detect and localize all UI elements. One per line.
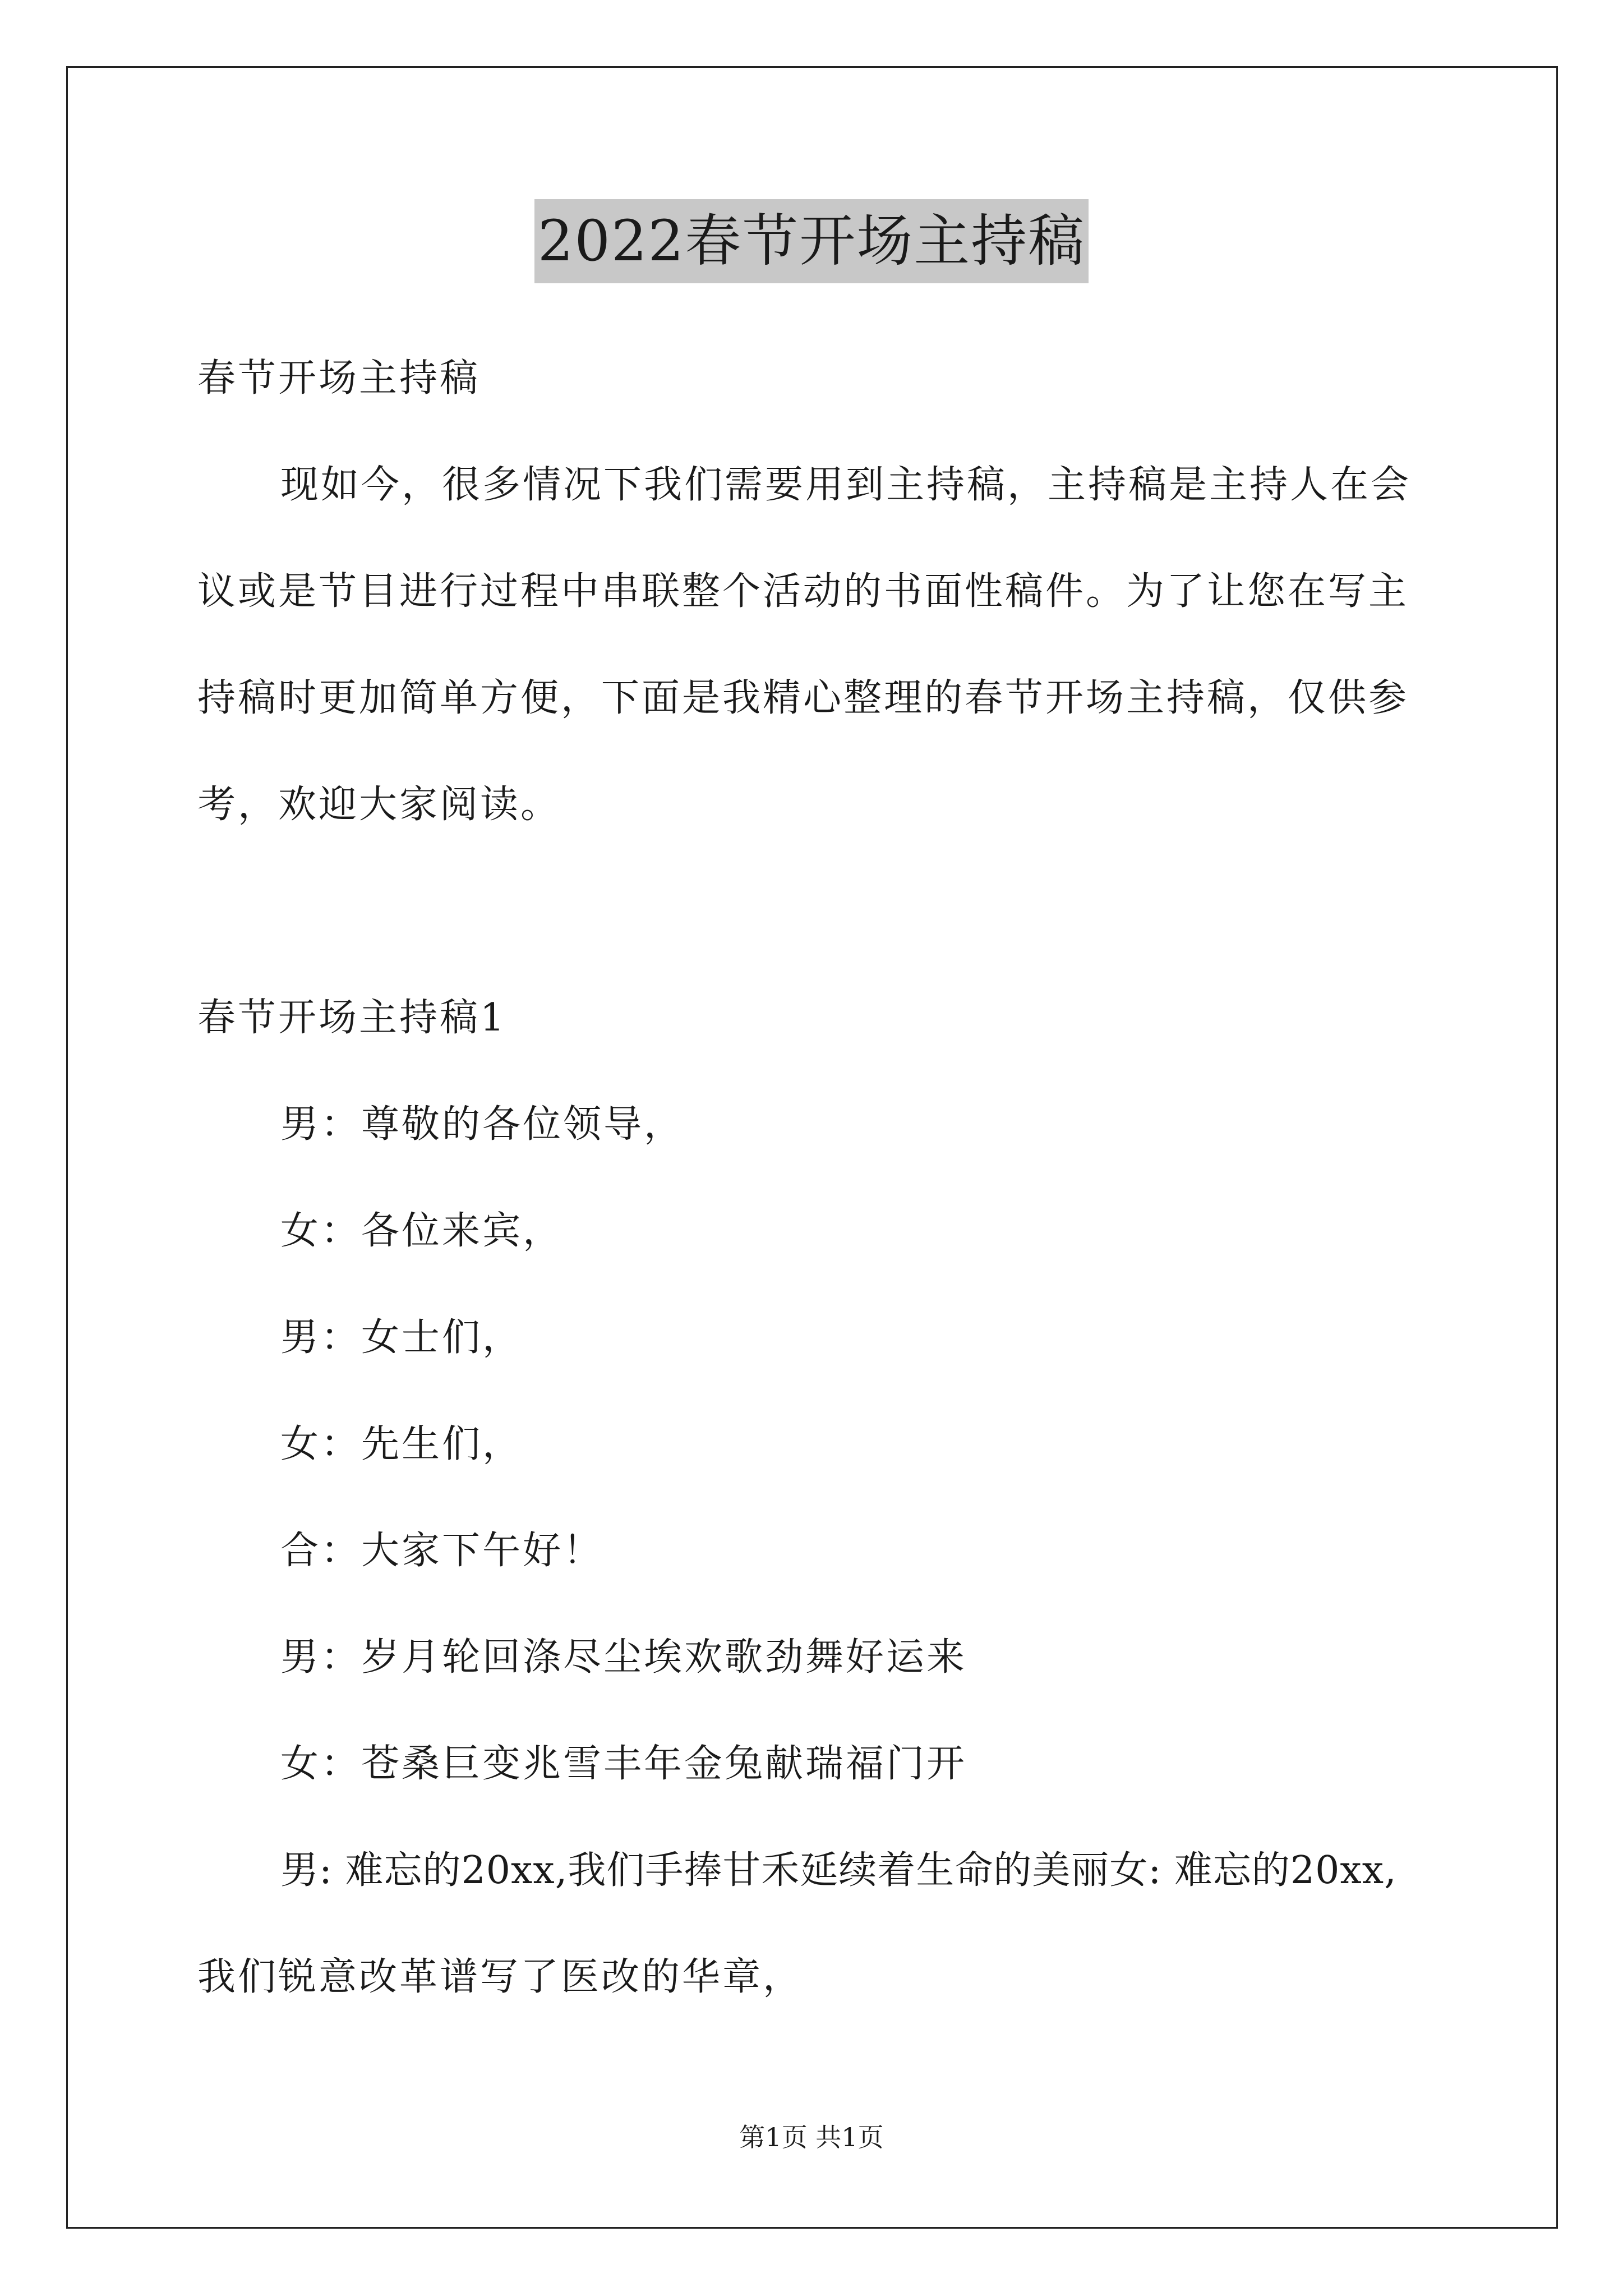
dialogue-line: 我们锐意改革谱写了医改的华章， — [197, 1955, 804, 1999]
intro-line: 议或是节目进行过程中串联整个活动的书面性稿件。为了让您在写主 — [197, 569, 1409, 614]
dialogue-line: 男：岁月轮回涤尽尘埃欢歌劲舞好运来 — [280, 1635, 967, 1680]
dialogue-line: 男：女士们， — [280, 1315, 523, 1360]
document-subtitle: 春节开场主持稿 — [197, 356, 481, 401]
intro-line: 考，欢迎大家阅读。 — [197, 783, 561, 827]
page-footer: 第1页 共1页 — [739, 2122, 884, 2152]
section-heading: 春节开场主持稿1 — [197, 996, 507, 1040]
dialogue-line: 女：各位来宾， — [280, 1209, 564, 1253]
dialogue-line: 女：苍桑巨变兆雪丰年金兔献瑞福门开 — [280, 1742, 967, 1786]
dialogue-line: 女：先生们， — [280, 1422, 523, 1466]
intro-line: 现如今，很多情况下我们需要用到主持稿，主持稿是主持人在会 — [280, 463, 1412, 507]
dialogue-line: 男：尊敬的各位领导， — [280, 1102, 685, 1147]
document-title: 2022春节开场主持稿 — [534, 199, 1089, 283]
intro-line: 持稿时更加简单方便，下面是我精心整理的春节开场主持稿，仅供参 — [197, 676, 1409, 720]
title-container — [0, 199, 1623, 283]
dialogue-line: 合：大家下午好！ — [280, 1529, 604, 1573]
dialogue-line: 男: 难忘的20xx,我们手捧甘禾延续着生命的美丽女: 难忘的20xx, — [280, 1848, 1397, 1893]
